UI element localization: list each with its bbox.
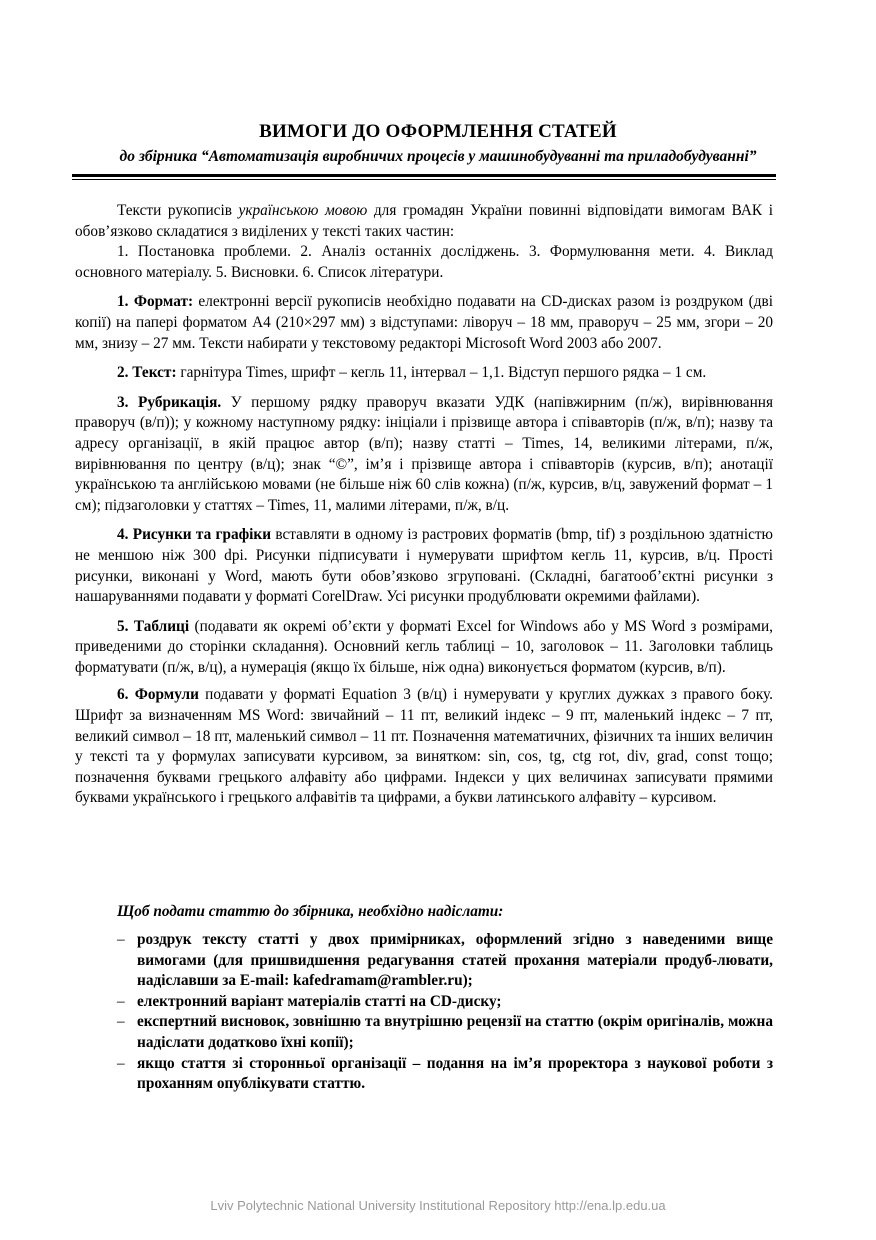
submission-item-external-org <box>117 1054 773 1095</box>
page-subtitle: до збірника “Автоматизація виробничих процесів у машинобудуванні та приладобудуванні” <box>119 148 757 165</box>
dash-bullet: – <box>117 931 125 948</box>
rubric-paragraph <box>75 393 773 517</box>
page-title: ВИМОГИ ДО ОФОРМЛЕННЯ СТАТЕЙ <box>259 121 617 142</box>
structure-paragraph: 1. Постановка проблеми. 2. Аналіз останніх досліджень. 3. Формулювання мети. 4. Виклад основного матеріалу. 5. Висновки. 6. Список літератури. <box>75 243 773 281</box>
submission-item-review <box>117 1012 773 1053</box>
submission-item-text: роздрук тексту статті у двох примірниках, оформлений згідно з наведеними вище вимогами (для пришвидшення редагування статей прохання матеріали продуб-лювати, надіславши за E-mail: kafedramam@rambler.ru); <box>137 931 773 990</box>
submission-heading: Щоб подати статтю до збірника, необхідно надіслати: <box>117 903 504 920</box>
figures-text: вставляти в одному із растрових форматів (bmp, tif) з роздільною здатністю не меншою ніж 300 dpi. Рисунки підписувати і нумерувати шрифтом кегль 11, курсив, в/ц. Прості рисунки, виконані у Word, мають бути обов’язково згруповані. (Складні, багатооб’єктні рисунки з нашаруваннями подавати у форматі CorelDraw. Усі рисунки продублювати окремими файлами). <box>75 526 773 606</box>
dash-bullet: – <box>117 1054 125 1072</box>
format-text: електронні версії рукописів необхідно подавати на CD-дисках разом із роздруком (дві копії) на папері форматом А4 (210×297 мм) з відступами: ліворуч – 18 мм, праворуч – 25 мм, згори – 20 мм, знизу – 27 мм. Тексти набирати у текстовому редакторі Microsoft Word 2003 або 2007. <box>75 293 773 352</box>
figures-paragraph <box>75 525 773 607</box>
tables-label: 5. Таблиці <box>117 617 190 635</box>
submission-item-printout <box>117 930 773 992</box>
formulas-paragraph <box>75 685 773 809</box>
text-label: 2. Текст: <box>117 364 177 382</box>
tables-paragraph <box>75 617 773 679</box>
submission-list <box>117 930 773 1095</box>
figures-label: 4. Рисунки та графіки <box>117 526 272 544</box>
text-text: гарнітура Times, шрифт – кегль 11, інтервал – 1,1. Відступ першого рядка – 1 см. <box>176 364 707 382</box>
text-paragraph <box>75 363 773 384</box>
format-label: 1. Формат: <box>117 293 194 311</box>
requirements-body <box>75 201 773 809</box>
rubric-label: 3. Рубрикація. <box>117 393 222 411</box>
intro-italic-language: українською мовою <box>238 202 368 219</box>
intro-text-end: для громадян України повинні відповідати вимогам ВАК і обов’язково складатися з виділених у тексті таких частин: <box>75 202 773 240</box>
submission-item-text: експертний висновок, зовнішню та внутрішню рецензії на статтю (окрім оригіналів, можна надіслати додатково їхні копії); <box>137 1013 773 1051</box>
rubric-text: У першому рядку праворуч вказати УДК (напівжирним (п/ж), вирівнювання праворуч (в/п)); у кожному наступному рядку: ініціали і прізвище автора і співавторів (п/ж, в/п); назву та адресу організації, в якій працює автор (в/п); назву статті – Times, 14, великими літерами, п/ж, вирівнювання по центру (в/ц); знак “©”, ім’я і прізвище автора і співавторів (курсив, в/п); анотації українською та англійською мовами (не більше ніж 60 слів кожна) (п/ж, курсив, в/ц, завужений формат – 1 см); підзаголовки у статтях – Times, 11, малими літерами, п/ж, в/ц. <box>75 393 773 514</box>
format-paragraph <box>75 292 773 354</box>
dash-bullet: – <box>117 1013 125 1031</box>
tables-text: (подавати як окремі об’єкти у форматі Excel for Windows або у MS Word з розмірами, приведеними до сторінки складання). Основний кегль таблиці – 10, заголовок – 11. Заголовки таблиць форматувати (п/ж, в/ц), а нумерація (якщо їх більше, ніж одна) виконується форматом (курсив, в/п). <box>75 617 773 676</box>
intro-paragraph <box>75 201 773 242</box>
submission-item-text: якщо стаття зі сторонньої організації – подання на ім’я проректора з наукової роботи з проханням опублікувати статтю. <box>137 1054 773 1093</box>
repository-footer: Lviv Polytechnic National University Institutional Repository http://ena.lp.edu.ua <box>210 1198 666 1213</box>
header-rule-thin <box>72 179 776 180</box>
formulas-label: 6. Формули <box>117 686 199 704</box>
intro-text-start: Тексти рукописів <box>117 202 239 219</box>
submission-item-cd <box>117 992 773 1013</box>
formulas-text: подавати у форматі Equation 3 (в/ц) і нумерувати у круглих дужках з правого боку. Шрифт за визначенням MS Word: звичайний – 11 пт, великий індекс – 9 пт, маленький індекс – 7 пт, великий символ – 18 пт, маленький символ – 11 пт. Позначення математичних, фізичних та інших величин у тексті та у формулах записувати курсивом, за винятком: sin, cos, tg, ctg rot, div, grad, const тощо; позначення буквами грецького алфавіту або цифрами. Індекси у цих величинах записувати прямими буквами українського і грецького алфавітів та цифрами, а букви латинського алфавіту – курсивом. <box>75 686 773 807</box>
dash-bullet: – <box>117 992 125 1010</box>
submission-item-text: електронний варіант матеріалів статті на CD-диску; <box>137 992 502 1010</box>
header-rule-thick <box>72 174 776 177</box>
